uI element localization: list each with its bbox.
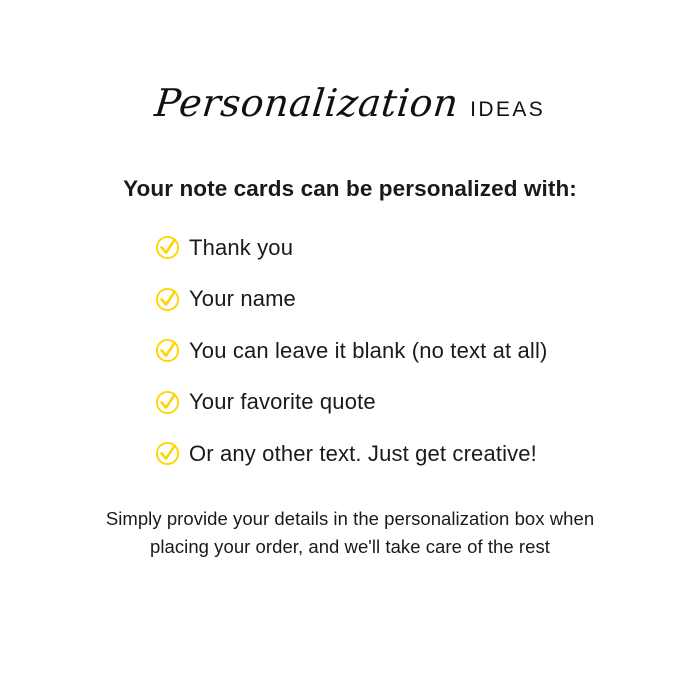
footer-line-2: placing your order, and we'll take care of the rest — [150, 536, 550, 557]
footer-note — [0, 505, 700, 561]
list-item — [155, 274, 615, 326]
list-item — [155, 377, 615, 429]
list-item — [155, 222, 615, 274]
list-item — [155, 325, 615, 377]
list-item-label: You can leave it blank (no text at all) — [189, 337, 548, 363]
page-title-caps: IDEAS — [470, 98, 546, 121]
check-circle-icon — [155, 390, 180, 415]
intro-text: Your note cards can be personalized with: — [123, 176, 577, 201]
check-circle-icon — [155, 235, 180, 260]
list-item-label: Your favorite quote — [189, 389, 376, 415]
check-circle-icon — [155, 287, 180, 312]
page-title-script: Personalization — [152, 81, 461, 125]
personalization-options-list — [155, 222, 615, 480]
list-item-label: Or any other text. Just get creative! — [189, 440, 537, 466]
list-item-label: Your name — [189, 286, 296, 312]
check-circle-icon — [155, 338, 180, 363]
footer-line-1: Simply provide your details in the personalization box when — [105, 508, 595, 529]
check-circle-icon — [155, 441, 180, 466]
list-item — [155, 428, 615, 480]
list-item-label: Thank you — [189, 234, 294, 260]
page-title — [0, 81, 700, 125]
